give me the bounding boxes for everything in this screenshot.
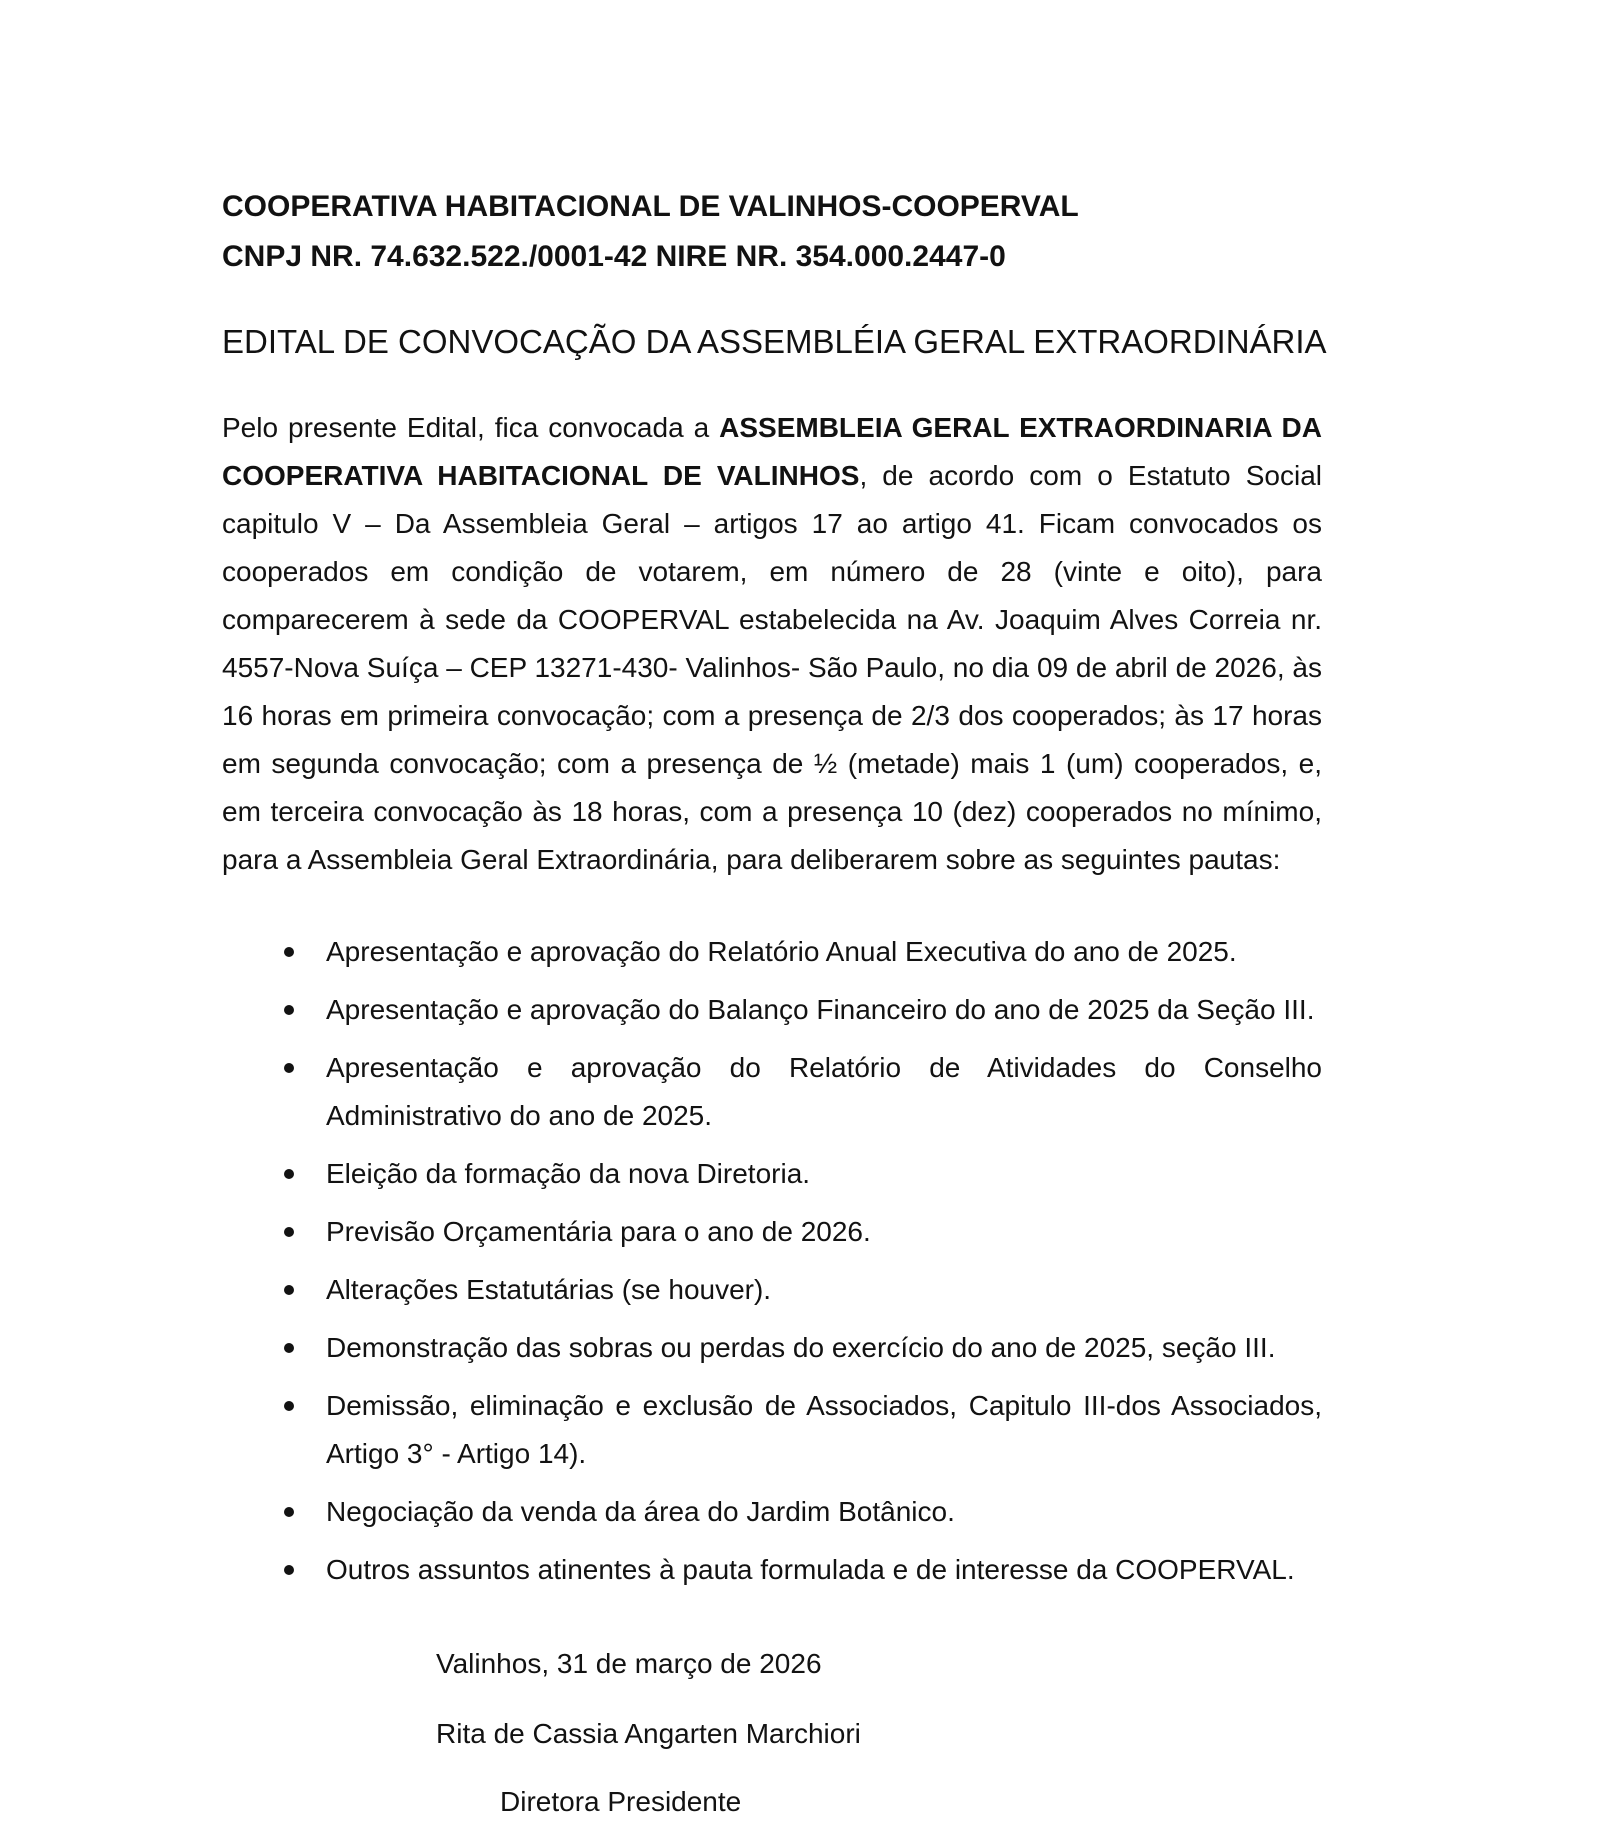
signatory-name: Rita de Cassia Angarten Marchiori — [436, 1718, 861, 1749]
agenda-item-text: Demissão, eliminação e exclusão de Associados, Capitulo III-dos Associados, Artigo 3° - Artigo 14). — [326, 1390, 1322, 1469]
agenda-item-text: Outros assuntos atinentes à pauta formulada e de interesse da COOPERVAL. — [326, 1554, 1295, 1585]
agenda-item-text: Alterações Estatutárias (se houver). — [326, 1274, 772, 1305]
agenda-item-text: Eleição da formação da nova Diretoria. — [326, 1158, 811, 1189]
body-paragraph — [222, 404, 1322, 884]
agenda-item-text: Apresentação e aprovação do Balanço Financeiro do ano de 2025 da Seção III. — [326, 994, 1315, 1025]
agenda-item — [326, 1266, 1322, 1314]
signatory-title: Diretora Presidente — [500, 1786, 742, 1817]
bullet-icon — [284, 1227, 294, 1237]
bullet-icon — [284, 1285, 294, 1295]
bullet-icon — [284, 1005, 294, 1015]
agenda-item-text: Demonstração das sobras ou perdas do exercício do ano de 2025, seção III. — [326, 1332, 1276, 1363]
agenda-item — [326, 1150, 1322, 1198]
agenda-item-text: Apresentação e aprovação do Relatório de Atividades do Conselho Administrativo do ano de 2025. — [326, 1052, 1322, 1131]
agenda-item — [326, 1382, 1322, 1478]
agenda-list — [222, 928, 1322, 1594]
document-title: EDITAL DE CONVOCAÇÃO DA ASSEMBLÉIA GERAL EXTRAORDINÁRIA — [222, 323, 1327, 360]
agenda-item — [326, 1208, 1322, 1256]
closing-place-date: Valinhos, 31 de março de 2026 — [436, 1648, 822, 1679]
org-registration: CNPJ NR. 74.632.522./0001-42 NIRE NR. 354.000.2447-0 — [222, 240, 1006, 273]
bullet-icon — [284, 947, 294, 957]
bullet-icon — [284, 1507, 294, 1517]
bullet-icon — [284, 1565, 294, 1575]
agenda-item — [326, 1488, 1322, 1536]
paragraph-rest: , de acordo com o Estatuto Social capitulo V – Da Assembleia Geral – artigos 17 ao artigo 41. Ficam convocados os cooperados em condição de votarem, em número de 28 (vinte e oito), para comparecerem à sede da COOPERVAL estabelecida na Av. Joaquim Alves Correia nr. 4557-Nova Suíça – CEP 13271-430- Valinhos- São Paulo, no dia 09 de abril de 2026, às 16 horas em primeira convocação; com a presença de 2/3 dos cooperados; às 17 horas em segunda convocação; com a presença de ½ (metade) mais 1 (um) cooperados, e, em terceira convocação às 18 horas, com a presença 10 (dez) cooperados no mínimo, para a Assembleia Geral Extraordinária, para deliberarem sobre as seguintes pautas: — [222, 460, 1322, 875]
agenda-item — [326, 1324, 1322, 1372]
agenda-item — [326, 1546, 1322, 1594]
bullet-icon — [284, 1063, 294, 1073]
org-name: COOPERATIVA HABITACIONAL DE VALINHOS-COOPERVAL — [222, 190, 1079, 223]
paragraph-bold-segment: ASSEMBLEIA GERAL EXTRAORDINARIA DA COOPERATIVA HABITACIONAL DE VALINHOS — [222, 412, 1322, 491]
agenda-item — [326, 986, 1322, 1034]
bullet-icon — [284, 1343, 294, 1353]
agenda-item-text: Negociação da venda da área do Jardim Botânico. — [326, 1496, 955, 1527]
agenda-item-text: Apresentação e aprovação do Relatório Anual Executiva do ano de 2025. — [326, 936, 1237, 967]
bullet-icon — [284, 1169, 294, 1179]
agenda-item-text: Previsão Orçamentária para o ano de 2026. — [326, 1216, 871, 1247]
bullet-icon — [284, 1401, 294, 1411]
paragraph-intro: Pelo presente Edital, fica convocada a — [222, 412, 720, 443]
agenda-item — [326, 1044, 1322, 1140]
agenda-item — [326, 928, 1322, 976]
